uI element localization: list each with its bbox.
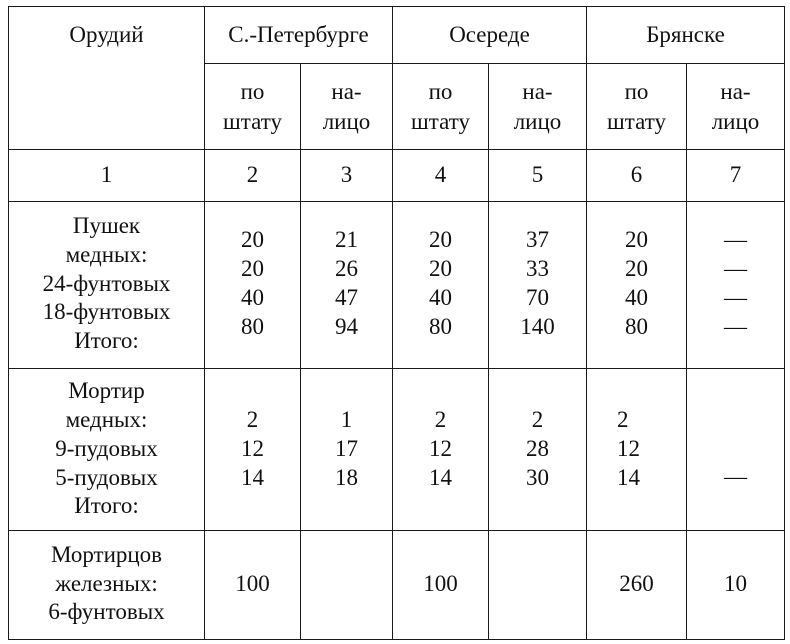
value-column <box>301 368 393 530</box>
value-column <box>687 368 785 530</box>
value-cell: 28 <box>526 435 549 461</box>
value-column <box>687 202 785 368</box>
value-cell: 20 <box>429 227 452 253</box>
value-cell: 20 <box>625 227 648 253</box>
header-city-bryansk: Брянске <box>587 7 785 64</box>
row-label: Мортир <box>68 378 145 404</box>
value-cell: — <box>724 463 747 489</box>
group-cannons <box>9 202 785 368</box>
row-label: Итого: <box>74 493 139 519</box>
subheader-nalitso <box>301 64 393 150</box>
value-column <box>393 202 489 368</box>
subheader-text: по <box>428 78 453 104</box>
row-label: медных: <box>65 241 148 267</box>
row-labels <box>9 202 205 368</box>
value-cell: 33 <box>526 256 549 282</box>
row-labels <box>9 530 205 639</box>
value-cell: 20 <box>625 256 648 282</box>
value-cell: 12 <box>429 435 452 461</box>
value-cell: 20 <box>241 256 264 282</box>
value-cell: 18 <box>335 464 358 490</box>
value-cell: 21 <box>335 227 358 253</box>
row-labels <box>9 368 205 530</box>
artillery-table <box>8 6 785 640</box>
header-row <box>9 7 785 64</box>
value-cell: 260 <box>619 570 654 596</box>
value-cell: 2 <box>434 407 447 433</box>
value-column <box>205 202 301 368</box>
value-column <box>489 202 587 368</box>
value-cell: 12 <box>241 435 264 461</box>
value-column <box>205 530 301 639</box>
value-column <box>489 530 587 639</box>
row-label: Пушек <box>72 213 141 239</box>
row-label: 24-фунтовых <box>42 270 171 296</box>
value-column <box>587 368 687 530</box>
value-column <box>205 368 301 530</box>
value-column <box>489 368 587 530</box>
value-column <box>393 368 489 530</box>
value-cell: 2 <box>531 407 544 433</box>
subheader-text: штату <box>411 108 470 134</box>
row-label: 6-фунтовых <box>48 599 165 625</box>
column-number: 7 <box>687 150 785 202</box>
group-mortars <box>9 368 785 530</box>
subheader-text: лицо <box>711 108 760 134</box>
row-label: Мортирцов <box>50 541 163 567</box>
value-cell: — <box>724 256 747 282</box>
subheader-po-shtatu <box>393 64 489 150</box>
value-cell: 80 <box>429 313 452 339</box>
value-column <box>301 530 393 639</box>
value-cell: 100 <box>423 570 458 596</box>
row-label: 5-пудовых <box>55 464 158 490</box>
column-number: 1 <box>9 150 205 202</box>
subheader-text: на- <box>720 78 751 104</box>
value-cell: 37 <box>526 227 549 253</box>
subheader-text: на- <box>522 78 553 104</box>
column-number: 4 <box>393 150 489 202</box>
group-iron-mortars <box>9 530 785 639</box>
row-label: медных: <box>65 407 148 433</box>
value-column <box>687 530 785 639</box>
value-cell: 100 <box>235 570 270 596</box>
value-cell: 80 <box>625 313 648 339</box>
subheader-text: на- <box>331 78 362 104</box>
header-guns <box>9 7 205 150</box>
value-cell: 70 <box>526 284 549 310</box>
header-guns-label: Орудий <box>69 22 144 47</box>
subheader-text: лицо <box>513 108 562 134</box>
value-cell: 10 <box>724 570 747 596</box>
value-cell: 40 <box>625 284 648 310</box>
value-cell: 140 <box>520 313 555 339</box>
header-city-petersburg: С.-Петербурге <box>205 7 393 64</box>
value-cell: 2 <box>246 407 259 433</box>
value-cell: 14 <box>617 464 640 490</box>
value-cell: 2 <box>617 407 629 433</box>
row-label: Итого: <box>74 328 139 354</box>
value-cell: — <box>724 313 747 339</box>
subheader-text: по <box>624 78 649 104</box>
value-cell: 80 <box>241 313 264 339</box>
subheader-text: лицо <box>322 108 371 134</box>
column-number-row <box>9 150 785 202</box>
value-cell: 17 <box>335 435 358 461</box>
value-cell: 14 <box>429 464 452 490</box>
subheader-text: штату <box>607 108 666 134</box>
value-cell: — <box>724 227 747 253</box>
row-label: 18-фунтовых <box>42 299 171 325</box>
value-cell: 40 <box>429 284 452 310</box>
value-cell: 30 <box>526 464 549 490</box>
value-cell: 12 <box>617 435 640 461</box>
value-cell: 20 <box>241 227 264 253</box>
column-number: 3 <box>301 150 393 202</box>
subheader-po-shtatu <box>587 64 687 150</box>
value-cell: 47 <box>335 284 358 310</box>
value-cell: 1 <box>340 407 353 433</box>
value-cell: 40 <box>241 284 264 310</box>
value-column <box>587 202 687 368</box>
subheader-text: по <box>240 78 265 104</box>
column-number: 5 <box>489 150 587 202</box>
header-city-osered: Осереде <box>393 7 587 64</box>
value-cell: 94 <box>335 313 358 339</box>
column-number: 2 <box>205 150 301 202</box>
row-label: 9-пудовых <box>55 435 158 461</box>
column-number: 6 <box>587 150 687 202</box>
value-cell: 26 <box>335 256 358 282</box>
value-cell: 14 <box>241 464 264 490</box>
value-cell: 20 <box>429 256 452 282</box>
row-label: железных: <box>55 570 158 596</box>
value-cell: — <box>724 284 747 310</box>
subheader-nalitso <box>687 64 785 150</box>
subheader-text: штату <box>223 108 282 134</box>
subheader-nalitso <box>489 64 587 150</box>
value-column <box>301 202 393 368</box>
value-column <box>393 530 489 639</box>
value-column <box>587 530 687 639</box>
subheader-po-shtatu <box>205 64 301 150</box>
